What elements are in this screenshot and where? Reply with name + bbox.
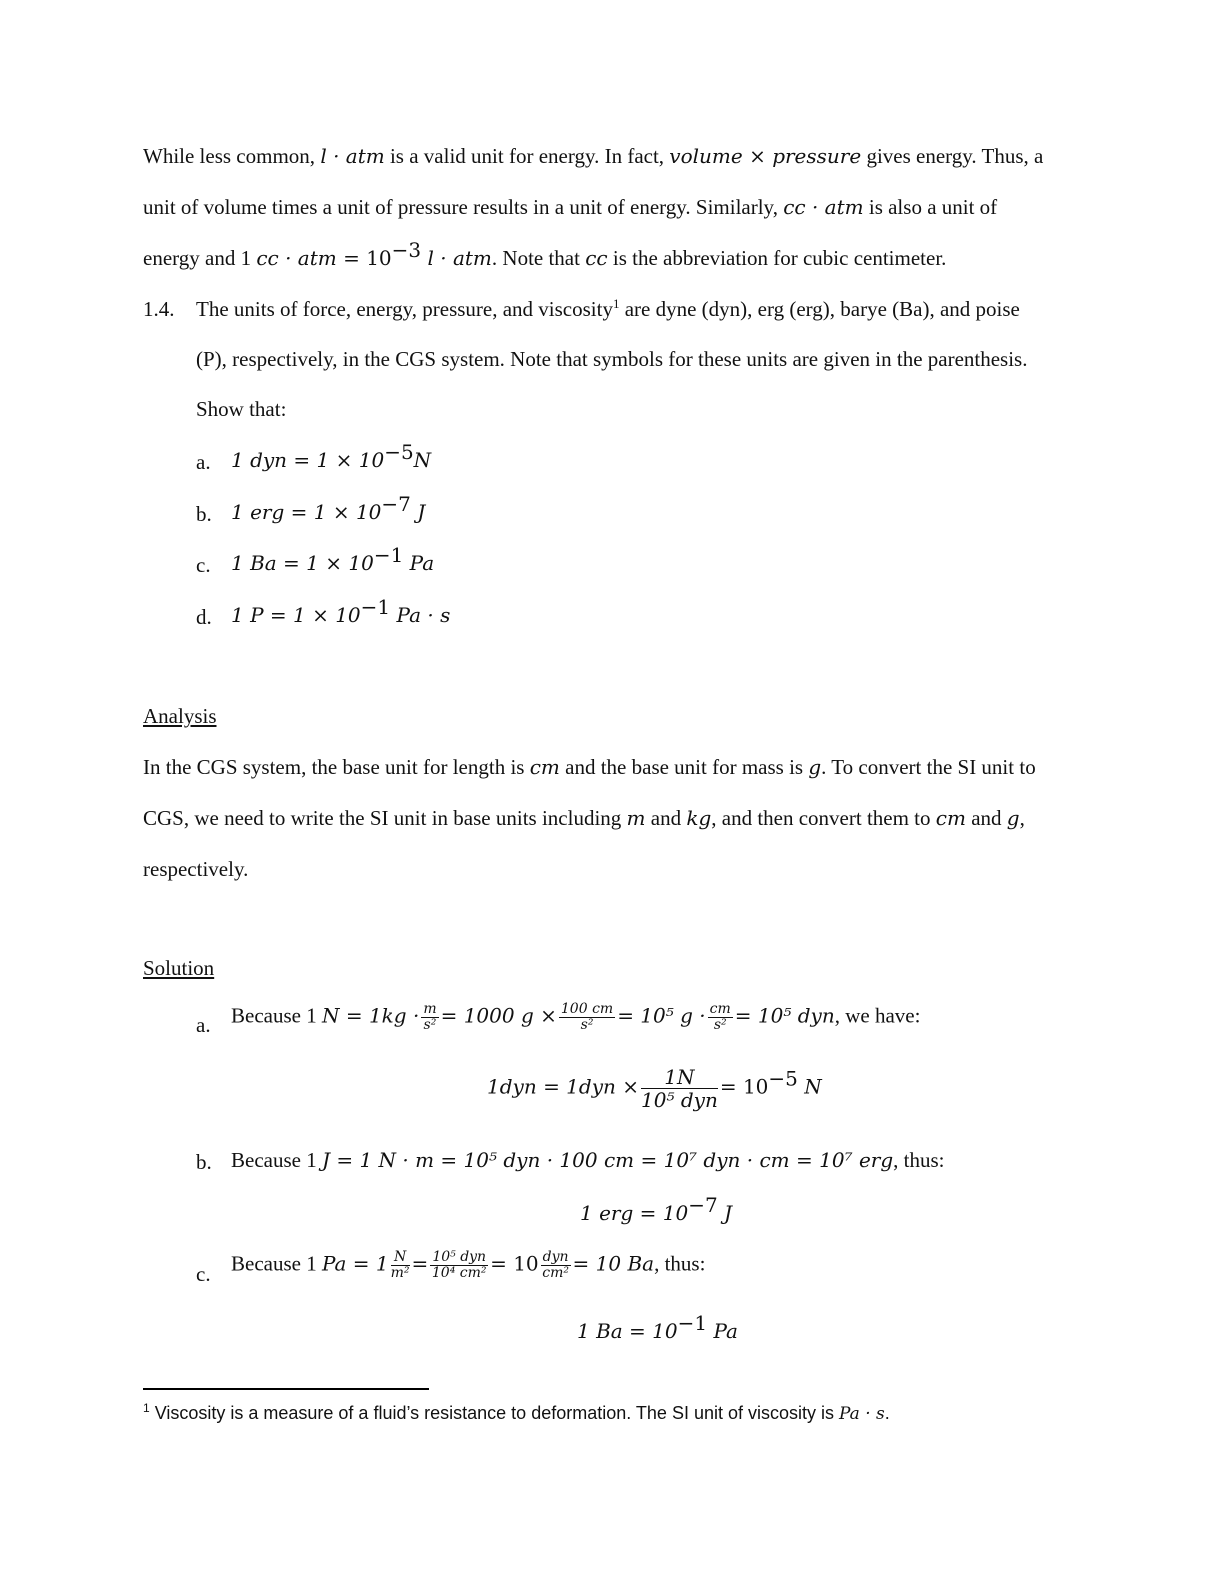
fraction bbox=[559, 1002, 615, 1034]
math-cc: cc bbox=[585, 246, 608, 270]
text: and the base unit for mass is bbox=[559, 755, 809, 779]
text: CGS, we need to write the SI unit in base units including bbox=[143, 806, 627, 830]
solution-c-equation bbox=[577, 1311, 738, 1343]
solution-a-equation bbox=[487, 1066, 822, 1111]
text: Because 1 bbox=[231, 1148, 322, 1172]
fraction-denominator: 10⁴ cm² bbox=[431, 1265, 487, 1282]
footnote-separator bbox=[143, 1388, 429, 1390]
math-unit: N bbox=[413, 448, 432, 472]
math-exponent: −7 bbox=[688, 1193, 718, 1217]
item-equation bbox=[231, 543, 435, 575]
solution-c-line bbox=[231, 1250, 705, 1282]
math: Pa = 1 bbox=[321, 1251, 389, 1276]
intro-line-3 bbox=[143, 238, 947, 270]
math-unit: Pa bbox=[403, 551, 435, 575]
text: , and then convert them to bbox=[711, 806, 936, 830]
text: Because 1 bbox=[231, 1003, 322, 1028]
problem-number: 1.4. bbox=[143, 297, 175, 321]
math: 1 Ba = 10 bbox=[577, 1319, 678, 1343]
fraction bbox=[541, 1250, 571, 1282]
math-exponent: −7 bbox=[381, 492, 411, 516]
math-unit: Pa · s bbox=[390, 603, 451, 627]
fraction bbox=[391, 1250, 410, 1282]
math: 1 erg = 10 bbox=[580, 1201, 689, 1225]
fraction-denominator: m² bbox=[390, 1265, 410, 1282]
fraction-numerator: N bbox=[391, 1250, 410, 1266]
intro-line-1 bbox=[143, 146, 1043, 167]
fraction-numerator: m bbox=[423, 1001, 437, 1017]
text: is also a unit of bbox=[863, 195, 998, 219]
math-unit: N bbox=[797, 1074, 822, 1099]
problem-line-1 bbox=[196, 296, 1020, 321]
math-unit: Pa bbox=[707, 1319, 738, 1343]
fraction-denominator: 10⁵ dyn bbox=[641, 1088, 718, 1112]
math-cc-atm: cc · atm bbox=[256, 246, 337, 270]
math-pa-s: Pa · s bbox=[839, 1404, 885, 1424]
text: gives energy. Thus, a bbox=[861, 144, 1044, 168]
fraction-numerator: 1N bbox=[641, 1066, 718, 1089]
math-exponent: −1 bbox=[360, 595, 391, 619]
fraction-denominator: s² bbox=[580, 1017, 594, 1034]
footnote-text: Viscosity is a measure of a fluid’s resistance to deformation. The SI unit of viscosity is bbox=[149, 1403, 839, 1423]
text: is a valid unit for energy. In fact, bbox=[384, 144, 670, 168]
text: , we have: bbox=[834, 1003, 921, 1028]
footnote-number: 1 bbox=[143, 1401, 150, 1415]
math-eq: = 10 bbox=[336, 246, 392, 270]
math-m: m bbox=[626, 806, 646, 830]
problem-line-2: (P), respectively, in the CGS system. Note that symbols for these units are given in the parenthesis. bbox=[196, 347, 1028, 371]
math: 1 dyn = 1 × 10 bbox=[231, 448, 385, 472]
text: and bbox=[645, 806, 687, 830]
math: 1dyn = 1dyn × bbox=[487, 1074, 640, 1099]
math-kg: kg bbox=[686, 806, 712, 830]
solution-b-line bbox=[231, 1150, 944, 1171]
item-label: d. bbox=[196, 605, 212, 629]
math: = 10 Ba bbox=[572, 1251, 655, 1276]
footnote-end: . bbox=[884, 1403, 890, 1423]
text: In the CGS system, the base unit for length is bbox=[143, 755, 530, 779]
text: and bbox=[965, 806, 1007, 830]
footnote-marker: 1 bbox=[612, 296, 620, 311]
fraction bbox=[430, 1250, 488, 1282]
math-volume-pressure: volume × pressure bbox=[669, 144, 862, 168]
text: While less common, bbox=[143, 144, 321, 168]
text: . Note that bbox=[491, 246, 586, 270]
text: are dyne (dyn), erg (erg), barye (Ba), and poise bbox=[619, 297, 1020, 321]
math-g: g bbox=[1006, 806, 1020, 830]
analysis-line-3: respectively. bbox=[143, 857, 249, 881]
item-equation bbox=[231, 492, 426, 524]
math-exponent: −1 bbox=[373, 543, 404, 567]
fraction-numerator: 10⁵ dyn bbox=[432, 1249, 487, 1265]
text: The units of force, energy, pressure, and viscosity bbox=[196, 297, 613, 321]
item-equation bbox=[231, 595, 451, 627]
fraction bbox=[421, 1002, 438, 1034]
text: , bbox=[1019, 806, 1025, 830]
math: = 10⁵ g · bbox=[617, 1003, 706, 1028]
solution-a-line bbox=[231, 1002, 920, 1034]
math-exponent: −5 bbox=[768, 1066, 798, 1091]
math-unit: J bbox=[717, 1201, 733, 1225]
math: = 10 bbox=[719, 1074, 769, 1099]
text: Because 1 bbox=[231, 1251, 322, 1276]
fraction-numerator: cm bbox=[709, 1001, 731, 1017]
math-cm: cm bbox=[529, 755, 560, 779]
math-unit: J bbox=[410, 500, 426, 524]
text: unit of volume times a unit of pressure results in a unit of energy. Similarly, bbox=[143, 195, 784, 219]
math: N = 1kg · bbox=[321, 1003, 420, 1028]
fraction-denominator: cm² bbox=[542, 1265, 569, 1282]
math: 1 erg = 1 × 10 bbox=[231, 500, 382, 524]
solution-b-equation bbox=[580, 1193, 733, 1225]
item-equation bbox=[231, 440, 432, 472]
item-label: c. bbox=[196, 553, 211, 577]
text: , thus: bbox=[893, 1148, 945, 1172]
fraction-numerator: 100 cm bbox=[560, 1001, 614, 1017]
text: energy and 1 bbox=[143, 246, 257, 270]
fraction-numerator: dyn bbox=[542, 1249, 569, 1265]
text: , thus: bbox=[654, 1251, 706, 1276]
solution-c-label: c. bbox=[196, 1262, 211, 1286]
solution-a-label: a. bbox=[196, 1013, 211, 1037]
math: 1 P = 1 × 10 bbox=[231, 603, 361, 627]
math-exponent: −1 bbox=[677, 1311, 708, 1335]
math: = 10⁵ dyn bbox=[734, 1003, 835, 1028]
fraction bbox=[708, 1002, 733, 1034]
math-exponent: −5 bbox=[384, 440, 414, 464]
text: . To convert the SI unit to bbox=[821, 755, 1036, 779]
math: 1 Ba = 1 × 10 bbox=[231, 551, 374, 575]
math-l-atm: l · atm bbox=[421, 246, 492, 270]
item-label: b. bbox=[196, 502, 212, 526]
analysis-line-1 bbox=[143, 757, 1036, 778]
analysis-line-2 bbox=[143, 808, 1025, 829]
math: = 1000 g × bbox=[440, 1003, 557, 1028]
fraction-denominator: s² bbox=[713, 1017, 727, 1034]
solution-b-label: b. bbox=[196, 1150, 212, 1174]
math-g: g bbox=[808, 755, 822, 779]
math-cc-atm: cc · atm bbox=[783, 195, 864, 219]
analysis-heading: Analysis bbox=[143, 704, 217, 728]
math: = 10 bbox=[490, 1251, 539, 1276]
math-exponent: −3 bbox=[391, 238, 422, 262]
math: J = 1 N · m = 10⁵ dyn · 100 cm = 10⁷ dyn · cm = 10⁷ erg bbox=[321, 1148, 894, 1172]
solution-heading: Solution bbox=[143, 956, 215, 980]
footnote bbox=[143, 1401, 890, 1424]
math: = bbox=[411, 1251, 429, 1276]
fraction bbox=[641, 1066, 718, 1111]
intro-line-2 bbox=[143, 197, 997, 218]
fraction-denominator: s² bbox=[423, 1017, 437, 1034]
math-l-atm: l · atm bbox=[320, 144, 385, 168]
problem-line-3: Show that: bbox=[196, 397, 287, 421]
text: is the abbreviation for cubic centimeter. bbox=[607, 246, 947, 270]
item-label: a. bbox=[196, 450, 211, 474]
math-cm: cm bbox=[935, 806, 966, 830]
